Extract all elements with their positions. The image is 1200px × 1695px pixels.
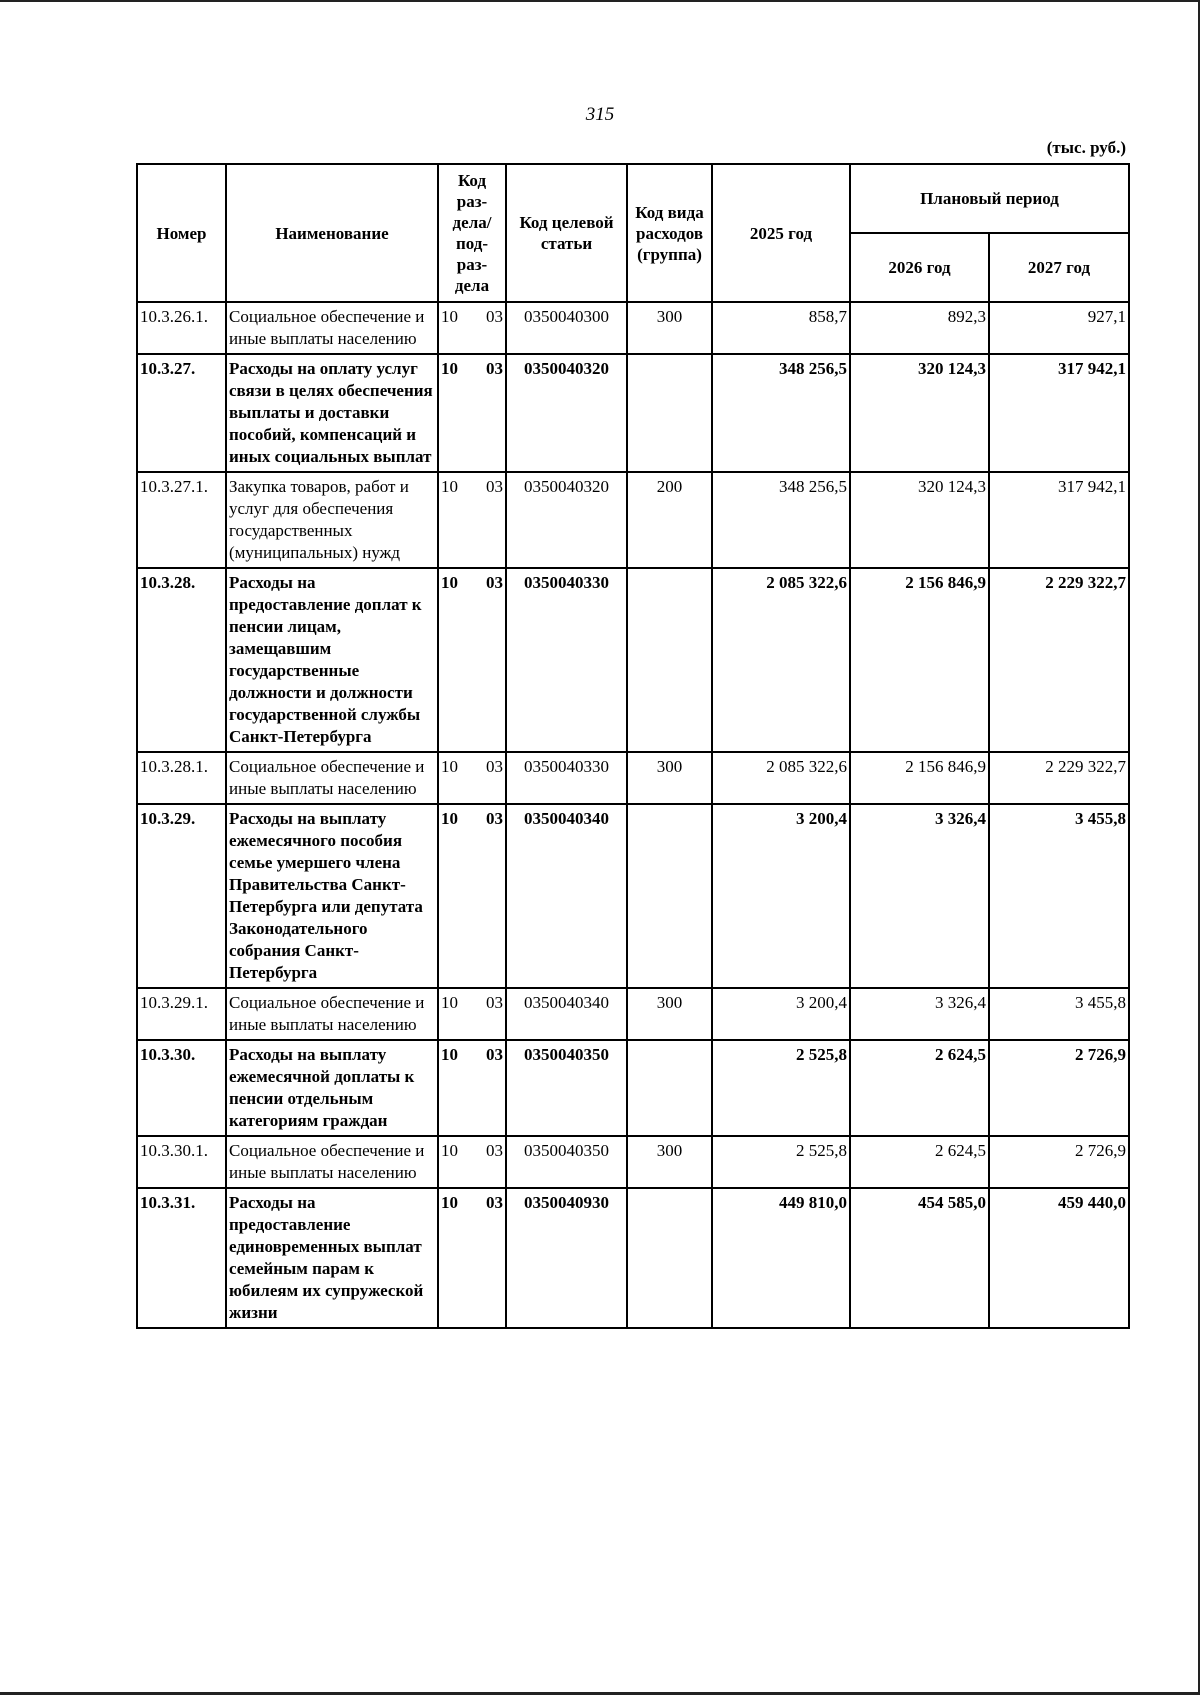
row-amount-2025: 3 200,4 [712, 804, 850, 988]
row-number: 10.3.29. [137, 804, 226, 988]
section-code: 10 [441, 573, 458, 592]
row-amount-2025: 2 525,8 [712, 1040, 850, 1136]
row-amount-2026: 2 156 846,9 [850, 568, 989, 752]
row-section-code [438, 302, 506, 354]
row-section-code [438, 472, 506, 568]
row-amount-2026: 2 624,5 [850, 1136, 989, 1188]
page-number: 315 [585, 104, 615, 125]
row-section-code [438, 568, 506, 752]
row-number: 10.3.29.1. [137, 988, 226, 1040]
row-name: Социальное обеспечение и иные выплаты населению [226, 302, 438, 354]
row-number: 10.3.27.1. [137, 472, 226, 568]
row-amount-2026: 2 156 846,9 [850, 752, 989, 804]
row-expense-group: 300 [627, 302, 712, 354]
row-number: 10.3.27. [137, 354, 226, 472]
table-row [137, 1136, 1129, 1188]
table-row [137, 302, 1129, 354]
row-expense-group [627, 1040, 712, 1136]
section-code: 10 [441, 477, 458, 496]
header-planning-period: Плановый период [850, 164, 1129, 233]
subsection-code: 03 [486, 573, 503, 592]
row-amount-2025: 858,7 [712, 302, 850, 354]
row-amount-2026: 454 585,0 [850, 1188, 989, 1328]
table-row [137, 804, 1129, 988]
subsection-code: 03 [486, 1193, 503, 1212]
header-2026: 2026 год [850, 233, 989, 302]
row-amount-2026: 320 124,3 [850, 472, 989, 568]
row-target-code: 0350040350 [506, 1040, 627, 1136]
section-code: 10 [441, 809, 458, 828]
table-row [137, 472, 1129, 568]
row-section-code [438, 354, 506, 472]
row-number: 10.3.31. [137, 1188, 226, 1328]
row-section-code [438, 752, 506, 804]
table-row [137, 752, 1129, 804]
row-name: Закупка товаров, работ и услуг для обеспечения государственных (муниципальных) нужд [226, 472, 438, 568]
subsection-code: 03 [486, 477, 503, 496]
row-expense-group: 300 [627, 752, 712, 804]
row-expense-group [627, 568, 712, 752]
row-name: Расходы на предоставление единовременных выплат семейным парам к юбилеям их супружеской жизни [226, 1188, 438, 1328]
subsection-code: 03 [486, 1045, 503, 1064]
row-number: 10.3.30.1. [137, 1136, 226, 1188]
header-number: Номер [137, 164, 226, 302]
row-amount-2027: 927,1 [989, 302, 1129, 354]
subsection-code: 03 [486, 757, 503, 776]
header-name: Наименование [226, 164, 438, 302]
row-amount-2025: 348 256,5 [712, 354, 850, 472]
section-code: 10 [441, 1141, 458, 1160]
row-amount-2026: 3 326,4 [850, 804, 989, 988]
subsection-code: 03 [486, 1141, 503, 1160]
row-name: Расходы на выплату ежемесячного пособия семье умершего члена Правительства Санкт-Петербурга или депутата Законодательного собрания Санкт-Петербурга [226, 804, 438, 988]
table-row [137, 1188, 1129, 1328]
row-target-code: 0350040320 [506, 354, 627, 472]
row-amount-2025: 2 085 322,6 [712, 568, 850, 752]
header-2027: 2027 год [989, 233, 1129, 302]
section-code: 10 [441, 359, 458, 378]
row-number: 10.3.30. [137, 1040, 226, 1136]
row-expense-group [627, 1188, 712, 1328]
subsection-code: 03 [486, 307, 503, 326]
row-expense-group: 300 [627, 1136, 712, 1188]
row-amount-2027: 459 440,0 [989, 1188, 1129, 1328]
row-name: Расходы на предоставление доплат к пенсии лицам, замещавшим государственные должности и должности государственной службы Санкт-Петербурга [226, 568, 438, 752]
units-label: (тыс. руб.) [1046, 138, 1126, 157]
row-target-code: 0350040930 [506, 1188, 627, 1328]
row-name: Расходы на оплату услуг связи в целях обеспечения выплаты и доставки пособий, компенсаций и иных социальных выплат [226, 354, 438, 472]
scan-edge-top [0, 0, 1200, 2]
subsection-code: 03 [486, 993, 503, 1012]
header-expense-type: Код вида расходов (группа) [627, 164, 712, 302]
budget-table [136, 163, 1130, 1329]
subsection-code: 03 [486, 809, 503, 828]
row-number: 10.3.26.1. [137, 302, 226, 354]
row-target-code: 0350040330 [506, 752, 627, 804]
row-number: 10.3.28. [137, 568, 226, 752]
row-name: Расходы на выплату ежемесячной доплаты к пенсии отдельным категориям граждан [226, 1040, 438, 1136]
row-section-code [438, 804, 506, 988]
table-row [137, 1040, 1129, 1136]
row-amount-2026: 3 326,4 [850, 988, 989, 1040]
table-row [137, 988, 1129, 1040]
row-name: Социальное обеспечение и иные выплаты населению [226, 752, 438, 804]
row-target-code: 0350040340 [506, 988, 627, 1040]
row-name: Социальное обеспечение и иные выплаты населению [226, 988, 438, 1040]
table-body [137, 302, 1129, 1328]
row-target-code: 0350040350 [506, 1136, 627, 1188]
row-amount-2025: 2 525,8 [712, 1136, 850, 1188]
section-code: 10 [441, 757, 458, 776]
row-section-code [438, 988, 506, 1040]
row-expense-group: 300 [627, 988, 712, 1040]
header-target: Код целевой статьи [506, 164, 627, 302]
row-amount-2026: 2 624,5 [850, 1040, 989, 1136]
row-number: 10.3.28.1. [137, 752, 226, 804]
row-amount-2027: 3 455,8 [989, 988, 1129, 1040]
row-target-code: 0350040320 [506, 472, 627, 568]
row-amount-2027: 2 726,9 [989, 1136, 1129, 1188]
row-amount-2027: 317 942,1 [989, 472, 1129, 568]
header-row-1 [137, 164, 1129, 233]
row-amount-2025: 348 256,5 [712, 472, 850, 568]
header-2025: 2025 год [712, 164, 850, 302]
row-amount-2025: 449 810,0 [712, 1188, 850, 1328]
row-amount-2027: 2 229 322,7 [989, 568, 1129, 752]
row-section-code [438, 1040, 506, 1136]
subsection-code: 03 [486, 359, 503, 378]
table-row [137, 568, 1129, 752]
row-amount-2025: 2 085 322,6 [712, 752, 850, 804]
header-section: Код раз-дела/ под-раз-дела [438, 164, 506, 302]
row-amount-2025: 3 200,4 [712, 988, 850, 1040]
section-code: 10 [441, 1045, 458, 1064]
row-section-code [438, 1188, 506, 1328]
section-code: 10 [441, 1193, 458, 1212]
section-code: 10 [441, 993, 458, 1012]
row-target-code: 0350040300 [506, 302, 627, 354]
row-expense-group: 200 [627, 472, 712, 568]
row-amount-2026: 320 124,3 [850, 354, 989, 472]
row-amount-2026: 892,3 [850, 302, 989, 354]
row-amount-2027: 317 942,1 [989, 354, 1129, 472]
row-amount-2027: 2 229 322,7 [989, 752, 1129, 804]
row-expense-group [627, 354, 712, 472]
row-name: Социальное обеспечение и иные выплаты населению [226, 1136, 438, 1188]
row-amount-2027: 2 726,9 [989, 1040, 1129, 1136]
row-section-code [438, 1136, 506, 1188]
row-amount-2027: 3 455,8 [989, 804, 1129, 988]
row-target-code: 0350040340 [506, 804, 627, 988]
table-row [137, 354, 1129, 472]
section-code: 10 [441, 307, 458, 326]
row-target-code: 0350040330 [506, 568, 627, 752]
row-expense-group [627, 804, 712, 988]
